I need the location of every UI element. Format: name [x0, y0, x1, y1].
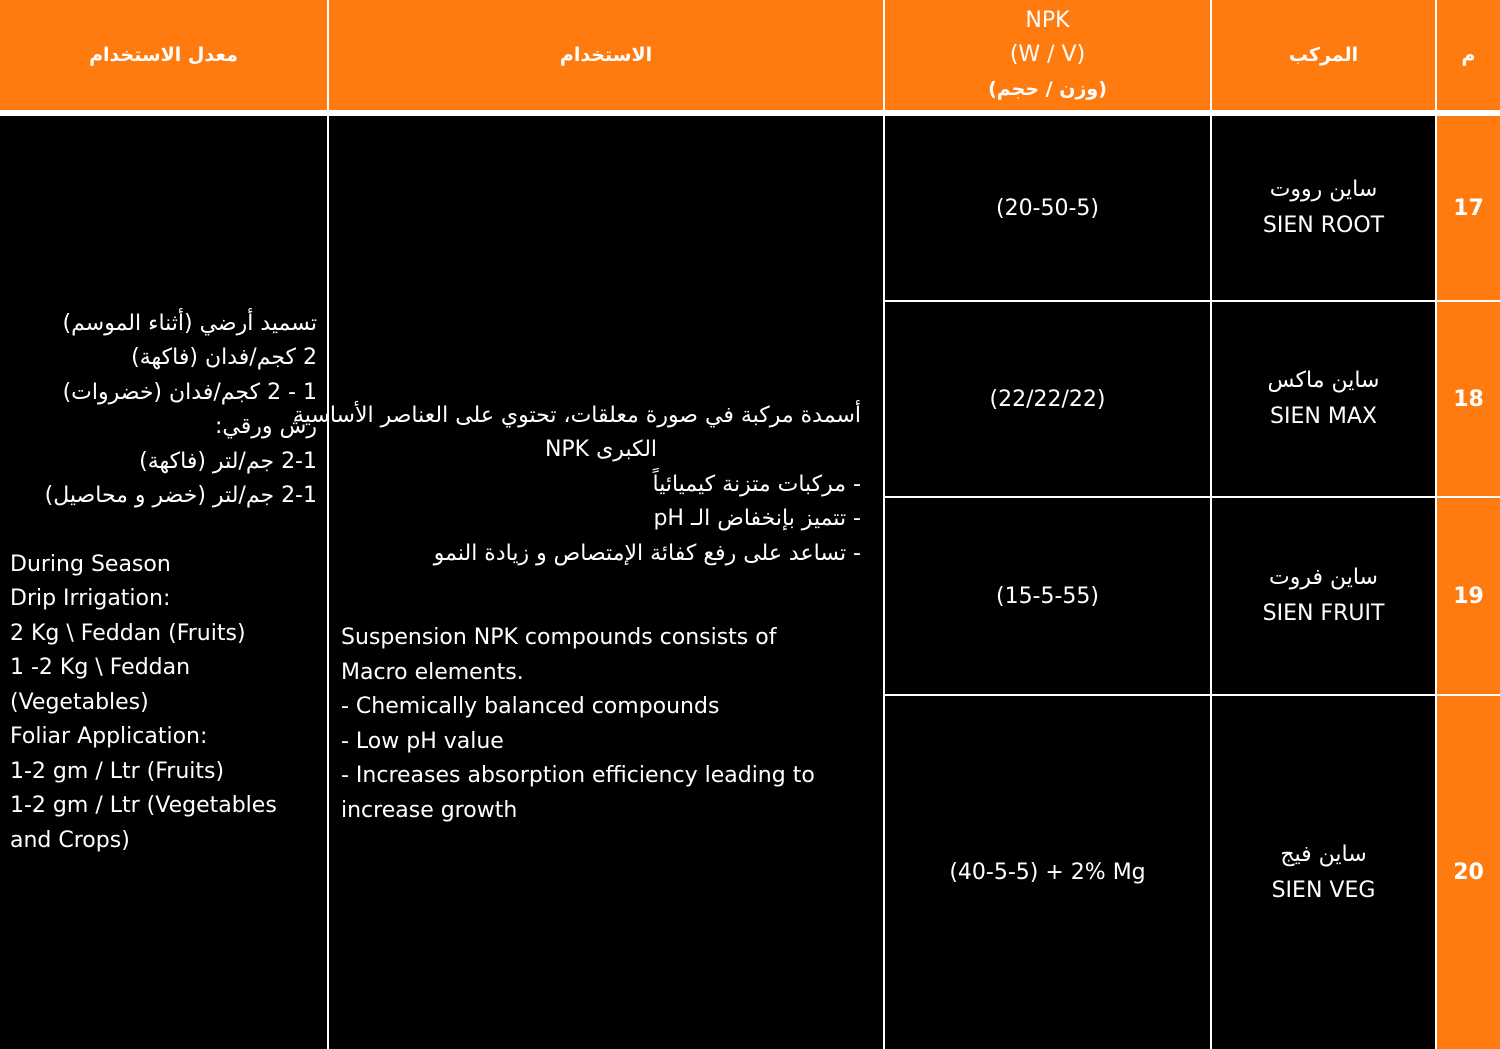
header-usage-label: الاستخدام	[559, 44, 653, 66]
rate-ar-line: 2-1 جم/لتر (فاكهة)	[139, 448, 317, 474]
npk-value: (15-5-55)	[995, 583, 1100, 609]
usage-en-line: - Increases absorption efficiency leading to	[341, 763, 815, 789]
compound-cell	[1212, 302, 1435, 496]
rate-en-line: (Vegetables)	[10, 689, 149, 715]
usage-ar-line: أسمدة مركبة في صورة معلقات، تحتوي على العناصر الأساسية	[292, 402, 861, 428]
npk-cell	[885, 302, 1210, 496]
header-index-label: م	[1461, 44, 1476, 66]
rate-en-line: 1-2 gm / Ltr (Vegetables	[10, 793, 277, 819]
npk-cell	[885, 498, 1210, 694]
compound-name-ar: ساين فروت	[1269, 565, 1378, 590]
rate-en-line: Drip Irrigation:	[10, 586, 171, 612]
row-number-value: 19	[1453, 583, 1484, 609]
header-rate-label: معدل الاستخدام	[89, 44, 238, 66]
usage-en-line: - Low pH value	[341, 728, 504, 754]
usage-en-line: Macro elements.	[341, 659, 524, 685]
rate-en-line: and Crops)	[10, 827, 130, 853]
compound-name-en: SIEN FRUIT	[1262, 601, 1385, 626]
npk-value: (22/22/22)	[989, 386, 1106, 412]
header-npk-wv: (W / V)	[1009, 42, 1086, 67]
header-compound	[1212, 0, 1435, 110]
rate-en-line: 1 -2 Kg \ Feddan	[10, 655, 191, 681]
usage-en-line: increase growth	[341, 797, 518, 823]
compound-cell	[1212, 498, 1435, 694]
compound-name-ar: ساين فيج	[1280, 841, 1367, 867]
rate-ar-line: 2 كجم/فدان (فاكهة)	[131, 345, 317, 371]
compound-name-en: SIEN ROOT	[1262, 213, 1385, 238]
row-number-value: 17	[1453, 195, 1484, 221]
header-npk-label: NPK	[1025, 8, 1070, 33]
npk-value: (40-5-5) + 2% Mg	[949, 860, 1146, 885]
row-number	[1437, 498, 1500, 694]
rate-en-line: 1-2 gm / Ltr (Fruits)	[10, 758, 225, 784]
header-npk-ar: (وزن / حجم)	[988, 78, 1107, 100]
rate-ar-line: 2-1 جم/لتر (خضر و محاصيل)	[44, 483, 317, 509]
row-number	[1437, 116, 1500, 300]
usage-english	[341, 621, 873, 828]
compound-name-en: SIEN MAX	[1270, 404, 1377, 429]
usage-ar-line: - تتميز بإنخفاض الـ pH	[653, 506, 861, 532]
rate-ar-line: رش ورقي:	[215, 414, 317, 440]
rate-ar-line: تسميد أرضي (أثناء الموسم)	[62, 310, 317, 336]
compound-name-en: SIEN VEG	[1271, 877, 1376, 903]
rate-arabic	[10, 307, 317, 514]
header-compound-label: المركب	[1288, 44, 1359, 66]
row-number-value: 18	[1453, 386, 1484, 412]
header-rate	[0, 0, 327, 110]
compound-cell	[1212, 116, 1435, 300]
rate-ar-line: 1 - 2 كجم/فدان (خضروات)	[62, 379, 317, 405]
usage-ar-line: - تساعد على رفع كفائة الإمتصاص و زيادة النمو	[433, 540, 861, 566]
npk-value: (20-50-5)	[995, 195, 1100, 221]
compound-cell	[1212, 696, 1435, 1049]
compound-name-ar: ساين ماكس	[1267, 368, 1380, 393]
usage-ar-line: الكبرى NPK	[544, 437, 658, 463]
rate-english	[10, 548, 317, 859]
header-npk	[885, 0, 1210, 110]
npk-cell	[885, 696, 1210, 1049]
usage-arabic	[292, 399, 873, 572]
usage-ar-line: - مركبات متزنة كيميائياً	[652, 471, 861, 497]
rate-en-line: Foliar Application:	[10, 724, 208, 750]
rate-en-line: 2 Kg \ Feddan (Fruits)	[10, 620, 246, 646]
usage-en-line: - Chemically balanced compounds	[341, 694, 720, 720]
row-number-value: 20	[1453, 860, 1484, 885]
row-number	[1437, 696, 1500, 1049]
rate-en-line: During Season	[10, 551, 171, 577]
compound-name-ar: ساين رووت	[1269, 177, 1378, 202]
npk-cell	[885, 116, 1210, 300]
rate-cell	[0, 116, 327, 1049]
usage-cell	[292, 116, 883, 1049]
row-number	[1437, 302, 1500, 496]
header-index	[1437, 0, 1500, 110]
header-usage	[329, 0, 883, 110]
usage-en-line: Suspension NPK compounds consists of	[341, 625, 777, 651]
